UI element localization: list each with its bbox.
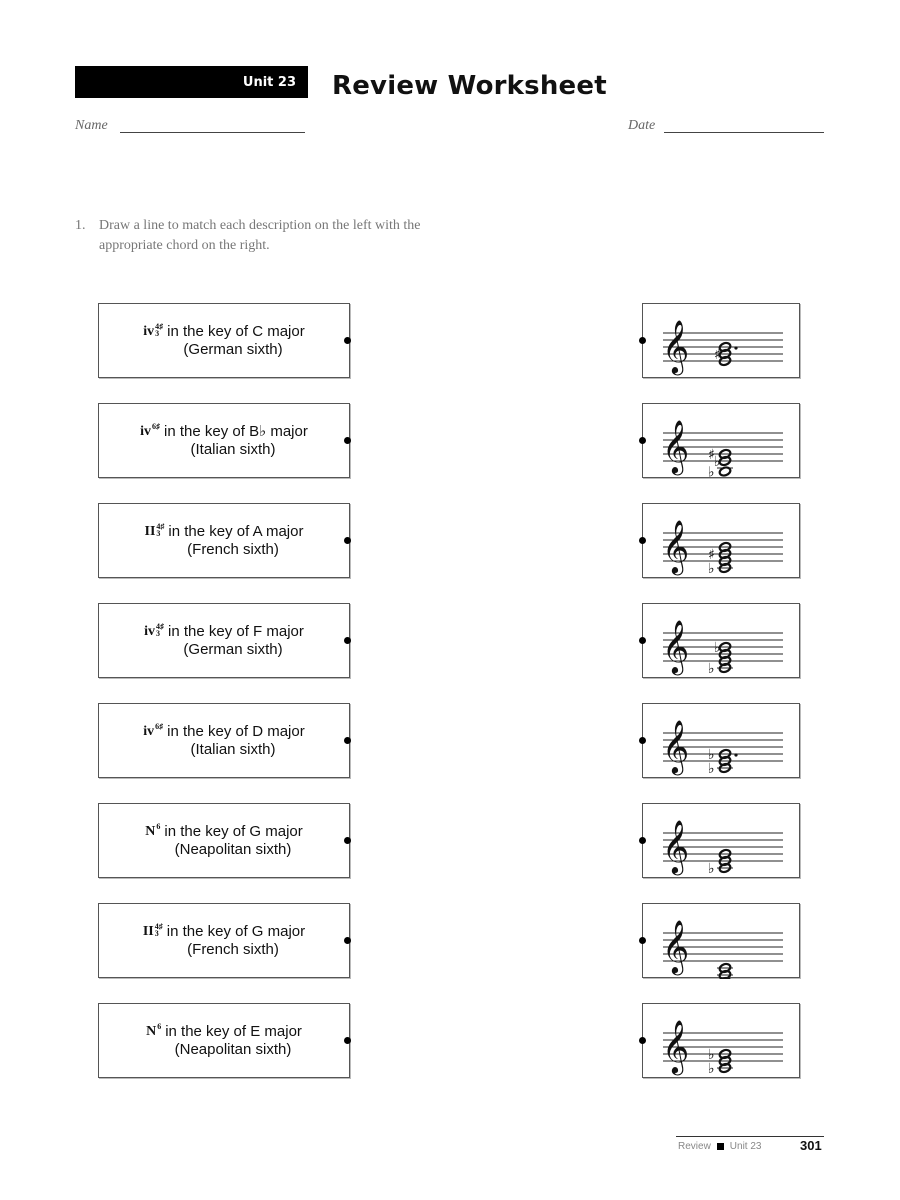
description-box — [98, 703, 350, 778]
figure-digit: 4♯ — [155, 321, 164, 331]
chord-name: (Italian sixth) — [190, 440, 276, 458]
date-field[interactable] — [664, 132, 824, 133]
footer-section: Review — [678, 1141, 711, 1152]
figure-digit: 6 — [156, 821, 161, 831]
treble-clef-icon: 𝄞 — [662, 419, 690, 473]
description-match-dot[interactable] — [344, 1037, 351, 1044]
chord-box — [642, 803, 800, 878]
description-box — [98, 1003, 350, 1078]
description-line — [146, 1023, 302, 1041]
flat-icon: ♭ — [708, 464, 715, 479]
roman-numeral — [145, 823, 160, 841]
figure-digit: 6♯ — [155, 721, 164, 731]
figure-digit: 4♯ — [154, 921, 163, 931]
augmentation-dot — [734, 753, 737, 756]
description-line — [143, 723, 304, 741]
treble-clef-icon: 𝄞 — [662, 719, 690, 773]
staff-svg — [643, 604, 801, 679]
description-line — [145, 523, 304, 541]
figured-bass — [157, 1023, 161, 1030]
description-key: in the key of D major — [167, 722, 305, 740]
description-line — [143, 923, 305, 941]
roman-numeral-text: iv — [144, 623, 155, 639]
description-box — [98, 803, 350, 878]
augmentation-dot — [734, 346, 737, 349]
footer-label — [678, 1141, 761, 1152]
staff-svg — [643, 704, 801, 779]
description-match-dot[interactable] — [344, 837, 351, 844]
description-match-dot[interactable] — [344, 337, 351, 344]
staff-svg — [643, 904, 801, 979]
description-line — [144, 623, 304, 641]
instruction-text: Draw a line to match each description on the left with the appropriate chord on the right. — [99, 218, 421, 253]
figured-bass — [156, 623, 164, 637]
unit-label: Unit 23 — [242, 74, 296, 90]
figure-digit: 6 — [157, 1021, 162, 1031]
figured-bass — [155, 723, 163, 730]
flat-icon: ♭ — [708, 761, 715, 777]
description-box — [98, 903, 350, 978]
treble-clef-icon: 𝄞 — [662, 1019, 690, 1073]
chord-name: (Neapolitan sixth) — [174, 840, 292, 858]
sharp-icon: ♯ — [708, 547, 715, 563]
staff-svg — [643, 304, 801, 379]
treble-clef-icon: 𝄞 — [662, 819, 690, 873]
description-match-dot[interactable] — [344, 737, 351, 744]
roman-numeral-text: iv — [140, 423, 152, 439]
chord-name: (German sixth) — [183, 340, 283, 358]
staff-svg — [643, 504, 801, 579]
chord-box — [642, 703, 800, 778]
flat-icon: ♭ — [708, 561, 715, 577]
description-match-dot[interactable] — [344, 537, 351, 544]
staff-svg — [643, 404, 801, 479]
flat-icon: ♭ — [708, 661, 715, 677]
figure-digit: 3 — [156, 628, 160, 638]
description-box — [98, 603, 350, 678]
description-match-dot[interactable] — [344, 937, 351, 944]
chord-name: (German sixth) — [183, 640, 283, 658]
chord-match-dot[interactable] — [639, 1037, 646, 1044]
chord-match-dot[interactable] — [639, 337, 646, 344]
name-label: Name — [75, 118, 108, 133]
description-key: in the key of F major — [168, 622, 304, 640]
chord-match-dot[interactable] — [639, 937, 646, 944]
figure-digit: 4♯ — [156, 621, 164, 631]
description-box — [98, 303, 350, 378]
instruction-number: 1. — [75, 218, 86, 233]
figure-digit: 3 — [156, 528, 161, 538]
roman-numeral — [143, 323, 163, 341]
roman-numeral — [146, 1023, 161, 1041]
roman-numeral-text: N — [145, 823, 156, 839]
chord-box — [642, 1003, 800, 1078]
description-key: in the key of G major — [166, 922, 306, 940]
chord-match-dot[interactable] — [639, 737, 646, 744]
staff-svg — [643, 1004, 801, 1079]
chord-name: (Italian sixth) — [190, 740, 276, 758]
name-field[interactable] — [120, 132, 305, 133]
figured-bass — [155, 323, 163, 337]
chord-name: (French sixth) — [187, 940, 279, 958]
description-key: in the key of G major — [164, 822, 303, 840]
sharp-icon: ♯ — [708, 447, 715, 463]
page-number: 301 — [800, 1138, 822, 1153]
description-key: in the key of B♭ major — [164, 422, 308, 440]
description-key: in the key of E major — [165, 1022, 302, 1040]
flat-icon: ♭ — [714, 454, 721, 470]
figure-digit: 3 — [155, 328, 160, 338]
description-match-dot[interactable] — [344, 637, 351, 644]
chord-match-dot[interactable] — [639, 437, 646, 444]
staff-svg — [643, 804, 801, 879]
roman-numeral — [140, 423, 160, 441]
roman-numeral-text: iv — [143, 723, 155, 739]
roman-numeral — [143, 723, 163, 741]
footer-unit: Unit 23 — [729, 1141, 762, 1152]
figure-digit: 3 — [154, 928, 159, 938]
chord-name: (French sixth) — [187, 540, 279, 558]
figured-bass — [155, 923, 163, 937]
flat-icon: ♭ — [708, 1061, 715, 1077]
treble-clef-icon: 𝄞 — [662, 619, 690, 673]
chord-box — [642, 303, 800, 378]
flat-icon: ♭ — [714, 640, 721, 656]
chord-box — [642, 603, 800, 678]
chord-box — [642, 403, 800, 478]
treble-clef-icon: 𝄞 — [662, 319, 690, 373]
description-key: in the key of A major — [168, 522, 304, 540]
sharp-icon: ♯ — [714, 347, 721, 363]
chord-match-dot[interactable] — [639, 537, 646, 544]
treble-clef-icon: 𝄞 — [662, 519, 690, 573]
description-line — [145, 823, 303, 841]
footer-rule — [676, 1136, 824, 1137]
roman-numeral-text: N — [146, 1023, 157, 1039]
flat-icon: ♭ — [708, 1047, 715, 1063]
flat-icon: ♭ — [708, 861, 715, 877]
unit-banner — [75, 66, 308, 98]
instruction — [75, 216, 455, 256]
chord-box — [642, 503, 800, 578]
roman-numeral-text: II — [142, 923, 154, 939]
roman-numeral — [143, 923, 163, 941]
chord-match-dot[interactable] — [639, 837, 646, 844]
roman-numeral — [144, 623, 164, 641]
description-box — [98, 503, 350, 578]
square-icon — [717, 1143, 724, 1150]
description-line — [140, 423, 308, 441]
description-match-dot[interactable] — [344, 437, 351, 444]
chord-match-dot[interactable] — [639, 637, 646, 644]
flat-icon: ♭ — [708, 747, 715, 763]
chord-box — [642, 903, 800, 978]
chord-name: (Neapolitan sixth) — [174, 1040, 292, 1058]
figured-bass — [156, 823, 160, 830]
roman-numeral-text: iv — [143, 323, 155, 339]
date-label: Date — [628, 118, 656, 133]
figure-digit: 4♯ — [156, 521, 165, 531]
figured-bass — [156, 523, 164, 537]
roman-numeral-text: II — [144, 523, 156, 539]
roman-numeral — [145, 523, 165, 541]
description-key: in the key of C major — [167, 322, 305, 340]
page-title: Review Worksheet — [332, 71, 607, 101]
description-box — [98, 403, 350, 478]
description-line — [143, 323, 304, 341]
figured-bass — [152, 423, 160, 430]
treble-clef-icon: 𝄞 — [662, 919, 690, 973]
figure-digit: 6♯ — [152, 421, 161, 431]
